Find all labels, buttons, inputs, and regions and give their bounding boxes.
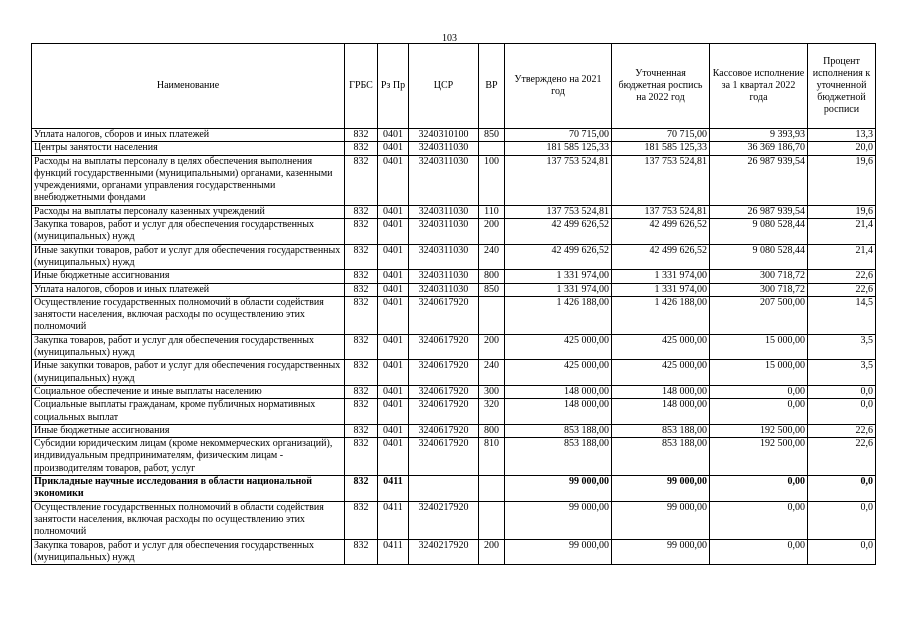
table-row [32, 296, 876, 334]
cell-grbs: 832 [345, 438, 378, 476]
cell-csr: 3240311030 [409, 155, 479, 205]
cell-csr: 3240617920 [409, 296, 479, 334]
cell-approved: 1 331 974,00 [505, 270, 612, 283]
cell-refined: 99 000,00 [612, 539, 710, 565]
header-refined: Уточненная бюджетная роспись на 2022 год [612, 44, 710, 129]
cell-approved: 181 585 125,33 [505, 142, 612, 155]
cell-vr: 240 [479, 360, 505, 386]
cell-grbs: 832 [345, 424, 378, 437]
cell-percent: 0,0 [808, 385, 876, 398]
cell-grbs: 832 [345, 296, 378, 334]
cell-percent: 22,6 [808, 270, 876, 283]
cell-rzpr: 0401 [378, 129, 409, 142]
cell-approved: 99 000,00 [505, 501, 612, 539]
cell-vr [479, 142, 505, 155]
cell-refined: 1 426 188,00 [612, 296, 710, 334]
cell-refined: 853 188,00 [612, 438, 710, 476]
cell-approved: 1 426 188,00 [505, 296, 612, 334]
cell-rzpr: 0401 [378, 283, 409, 296]
cell-vr: 810 [479, 438, 505, 476]
cell-cash: 0,00 [710, 385, 808, 398]
cell-percent: 22,6 [808, 424, 876, 437]
cell-approved: 99 000,00 [505, 476, 612, 502]
cell-percent: 0,0 [808, 539, 876, 565]
cell-name: Субсидии юридическим лицам (кроме некоммерческих организаций), индивидуальным предпринимателям, физическим лицам - производителям товаров, работ, услуг [32, 438, 345, 476]
table-row [32, 244, 876, 270]
cell-approved: 1 331 974,00 [505, 283, 612, 296]
cell-rzpr: 0401 [378, 205, 409, 218]
cell-rzpr: 0401 [378, 438, 409, 476]
header-row [32, 44, 876, 129]
cell-cash: 15 000,00 [710, 334, 808, 360]
cell-approved: 425 000,00 [505, 334, 612, 360]
cell-vr: 240 [479, 244, 505, 270]
header-rzpr: Рз Пр [378, 44, 409, 129]
budget-table [31, 43, 876, 565]
cell-grbs: 832 [345, 334, 378, 360]
cell-cash: 0,00 [710, 399, 808, 425]
cell-grbs: 832 [345, 270, 378, 283]
cell-cash: 9 080 528,44 [710, 244, 808, 270]
cell-approved: 99 000,00 [505, 539, 612, 565]
cell-cash: 0,00 [710, 476, 808, 502]
cell-name: Осуществление государственных полномочий в области содействия занятости населения, включая расходы по осуществлению этих полномочий [32, 501, 345, 539]
cell-percent: 22,6 [808, 283, 876, 296]
cell-grbs: 832 [345, 142, 378, 155]
cell-vr: 200 [479, 334, 505, 360]
table-row [32, 283, 876, 296]
cell-name: Осуществление государственных полномочий в области содействия занятости населения, включая расходы по осуществлению этих полномочий [32, 296, 345, 334]
cell-vr [479, 501, 505, 539]
cell-approved: 425 000,00 [505, 360, 612, 386]
cell-grbs: 832 [345, 501, 378, 539]
cell-refined: 181 585 125,33 [612, 142, 710, 155]
header-cash: Кассовое исполнение за 1 квартал 2022 года [710, 44, 808, 129]
cell-percent: 13,3 [808, 129, 876, 142]
cell-csr: 3240311030 [409, 283, 479, 296]
cell-csr: 3240617920 [409, 399, 479, 425]
cell-name: Расходы на выплаты персоналу в целях обеспечения выполнения функций государственными (муниципальными) органами, казенными учреждениями, органами управления государственными внебюджетными фондами [32, 155, 345, 205]
table-row [32, 438, 876, 476]
cell-grbs: 832 [345, 385, 378, 398]
cell-csr: 3240311030 [409, 219, 479, 245]
cell-refined: 70 715,00 [612, 129, 710, 142]
cell-csr [409, 476, 479, 502]
cell-vr [479, 476, 505, 502]
cell-name: Социальные выплаты гражданам, кроме публичных нормативных социальных выплат [32, 399, 345, 425]
cell-rzpr: 0401 [378, 399, 409, 425]
cell-name: Иные бюджетные ассигнования [32, 424, 345, 437]
cell-cash: 15 000,00 [710, 360, 808, 386]
cell-percent: 21,4 [808, 219, 876, 245]
table-body [32, 129, 876, 565]
cell-grbs: 832 [345, 476, 378, 502]
cell-cash: 207 500,00 [710, 296, 808, 334]
header-percent: Процент исполнения к уточненной бюджетной росписи [808, 44, 876, 129]
cell-approved: 137 753 524,81 [505, 205, 612, 218]
cell-cash: 300 718,72 [710, 270, 808, 283]
cell-cash: 9 393,93 [710, 129, 808, 142]
cell-refined: 99 000,00 [612, 501, 710, 539]
cell-cash: 0,00 [710, 501, 808, 539]
cell-refined: 148 000,00 [612, 385, 710, 398]
cell-csr: 3240617920 [409, 360, 479, 386]
cell-percent: 0,0 [808, 476, 876, 502]
cell-approved: 137 753 524,81 [505, 155, 612, 205]
table-row [32, 399, 876, 425]
cell-cash: 26 987 939,54 [710, 155, 808, 205]
cell-vr: 850 [479, 129, 505, 142]
table-row [32, 360, 876, 386]
cell-vr: 320 [479, 399, 505, 425]
cell-refined: 425 000,00 [612, 334, 710, 360]
cell-approved: 148 000,00 [505, 385, 612, 398]
cell-vr: 800 [479, 270, 505, 283]
cell-approved: 42 499 626,52 [505, 219, 612, 245]
cell-csr: 3240617920 [409, 334, 479, 360]
cell-vr: 800 [479, 424, 505, 437]
cell-approved: 853 188,00 [505, 424, 612, 437]
table-row [32, 424, 876, 437]
cell-name: Иные закупки товаров, работ и услуг для обеспечения государственных (муниципальных) нужд [32, 360, 345, 386]
cell-rzpr: 0401 [378, 244, 409, 270]
cell-percent: 3,5 [808, 360, 876, 386]
cell-name: Иные бюджетные ассигнования [32, 270, 345, 283]
cell-grbs: 832 [345, 219, 378, 245]
cell-percent: 14,5 [808, 296, 876, 334]
cell-refined: 1 331 974,00 [612, 270, 710, 283]
cell-csr: 3240617920 [409, 438, 479, 476]
cell-name: Центры занятости населения [32, 142, 345, 155]
table-row [32, 129, 876, 142]
cell-grbs: 832 [345, 205, 378, 218]
cell-refined: 853 188,00 [612, 424, 710, 437]
cell-name: Прикладные научные исследования в области национальной экономики [32, 476, 345, 502]
cell-csr: 3240617920 [409, 385, 479, 398]
cell-approved: 70 715,00 [505, 129, 612, 142]
cell-vr: 850 [479, 283, 505, 296]
cell-grbs: 832 [345, 283, 378, 296]
cell-refined: 148 000,00 [612, 399, 710, 425]
cell-vr: 200 [479, 219, 505, 245]
cell-percent: 22,6 [808, 438, 876, 476]
cell-percent: 19,6 [808, 155, 876, 205]
cell-vr: 300 [479, 385, 505, 398]
table-row [32, 219, 876, 245]
cell-csr: 3240217920 [409, 539, 479, 565]
header-csr: ЦСР [409, 44, 479, 129]
table-row [32, 385, 876, 398]
cell-grbs: 832 [345, 129, 378, 142]
cell-percent: 21,4 [808, 244, 876, 270]
table-row [32, 270, 876, 283]
header-vr: ВР [479, 44, 505, 129]
cell-rzpr: 0411 [378, 476, 409, 502]
cell-grbs: 832 [345, 360, 378, 386]
cell-approved: 42 499 626,52 [505, 244, 612, 270]
cell-name: Уплата налогов, сборов и иных платежей [32, 129, 345, 142]
cell-csr: 3240311030 [409, 270, 479, 283]
cell-csr: 3240617920 [409, 424, 479, 437]
cell-vr: 110 [479, 205, 505, 218]
cell-cash: 26 987 939,54 [710, 205, 808, 218]
cell-name: Уплата налогов, сборов и иных платежей [32, 283, 345, 296]
cell-vr: 200 [479, 539, 505, 565]
cell-cash: 300 718,72 [710, 283, 808, 296]
cell-vr: 100 [479, 155, 505, 205]
cell-rzpr: 0401 [378, 155, 409, 205]
table-row [32, 476, 876, 502]
header-grbs: ГРБС [345, 44, 378, 129]
cell-csr: 3240310100 [409, 129, 479, 142]
cell-name: Закупка товаров, работ и услуг для обеспечения государственных (муниципальных) нужд [32, 219, 345, 245]
cell-grbs: 832 [345, 155, 378, 205]
cell-cash: 36 369 186,70 [710, 142, 808, 155]
cell-rzpr: 0401 [378, 270, 409, 283]
table-row [32, 155, 876, 205]
cell-refined: 99 000,00 [612, 476, 710, 502]
cell-rzpr: 0401 [378, 219, 409, 245]
cell-cash: 9 080 528,44 [710, 219, 808, 245]
cell-refined: 42 499 626,52 [612, 244, 710, 270]
cell-percent: 0,0 [808, 501, 876, 539]
cell-refined: 137 753 524,81 [612, 155, 710, 205]
table-row [32, 539, 876, 565]
cell-csr: 3240311030 [409, 244, 479, 270]
cell-csr: 3240217920 [409, 501, 479, 539]
cell-grbs: 832 [345, 399, 378, 425]
cell-name: Закупка товаров, работ и услуг для обеспечения государственных (муниципальных) нужд [32, 539, 345, 565]
cell-rzpr: 0411 [378, 501, 409, 539]
cell-rzpr: 0401 [378, 296, 409, 334]
cell-percent: 0,0 [808, 399, 876, 425]
cell-refined: 425 000,00 [612, 360, 710, 386]
cell-approved: 853 188,00 [505, 438, 612, 476]
cell-vr [479, 296, 505, 334]
cell-rzpr: 0411 [378, 539, 409, 565]
table-row [32, 205, 876, 218]
cell-refined: 1 331 974,00 [612, 283, 710, 296]
cell-percent: 19,6 [808, 205, 876, 218]
cell-approved: 148 000,00 [505, 399, 612, 425]
cell-refined: 42 499 626,52 [612, 219, 710, 245]
cell-cash: 192 500,00 [710, 438, 808, 476]
cell-refined: 137 753 524,81 [612, 205, 710, 218]
cell-cash: 192 500,00 [710, 424, 808, 437]
cell-csr: 3240311030 [409, 142, 479, 155]
header-approved: Утверждено на 2021 год [505, 44, 612, 129]
cell-rzpr: 0401 [378, 142, 409, 155]
page-number: 103 [442, 33, 457, 44]
cell-grbs: 832 [345, 539, 378, 565]
table-row [32, 501, 876, 539]
cell-cash: 0,00 [710, 539, 808, 565]
cell-rzpr: 0401 [378, 385, 409, 398]
cell-rzpr: 0401 [378, 360, 409, 386]
table-row [32, 334, 876, 360]
cell-percent: 3,5 [808, 334, 876, 360]
cell-percent: 20,0 [808, 142, 876, 155]
cell-name: Социальное обеспечение и иные выплаты населению [32, 385, 345, 398]
cell-rzpr: 0401 [378, 424, 409, 437]
cell-name: Расходы на выплаты персоналу казенных учреждений [32, 205, 345, 218]
header-name: Наименование [32, 44, 345, 129]
cell-csr: 3240311030 [409, 205, 479, 218]
cell-name: Иные закупки товаров, работ и услуг для обеспечения государственных (муниципальных) нужд [32, 244, 345, 270]
cell-grbs: 832 [345, 244, 378, 270]
cell-rzpr: 0401 [378, 334, 409, 360]
cell-name: Закупка товаров, работ и услуг для обеспечения государственных (муниципальных) нужд [32, 334, 345, 360]
table-row [32, 142, 876, 155]
